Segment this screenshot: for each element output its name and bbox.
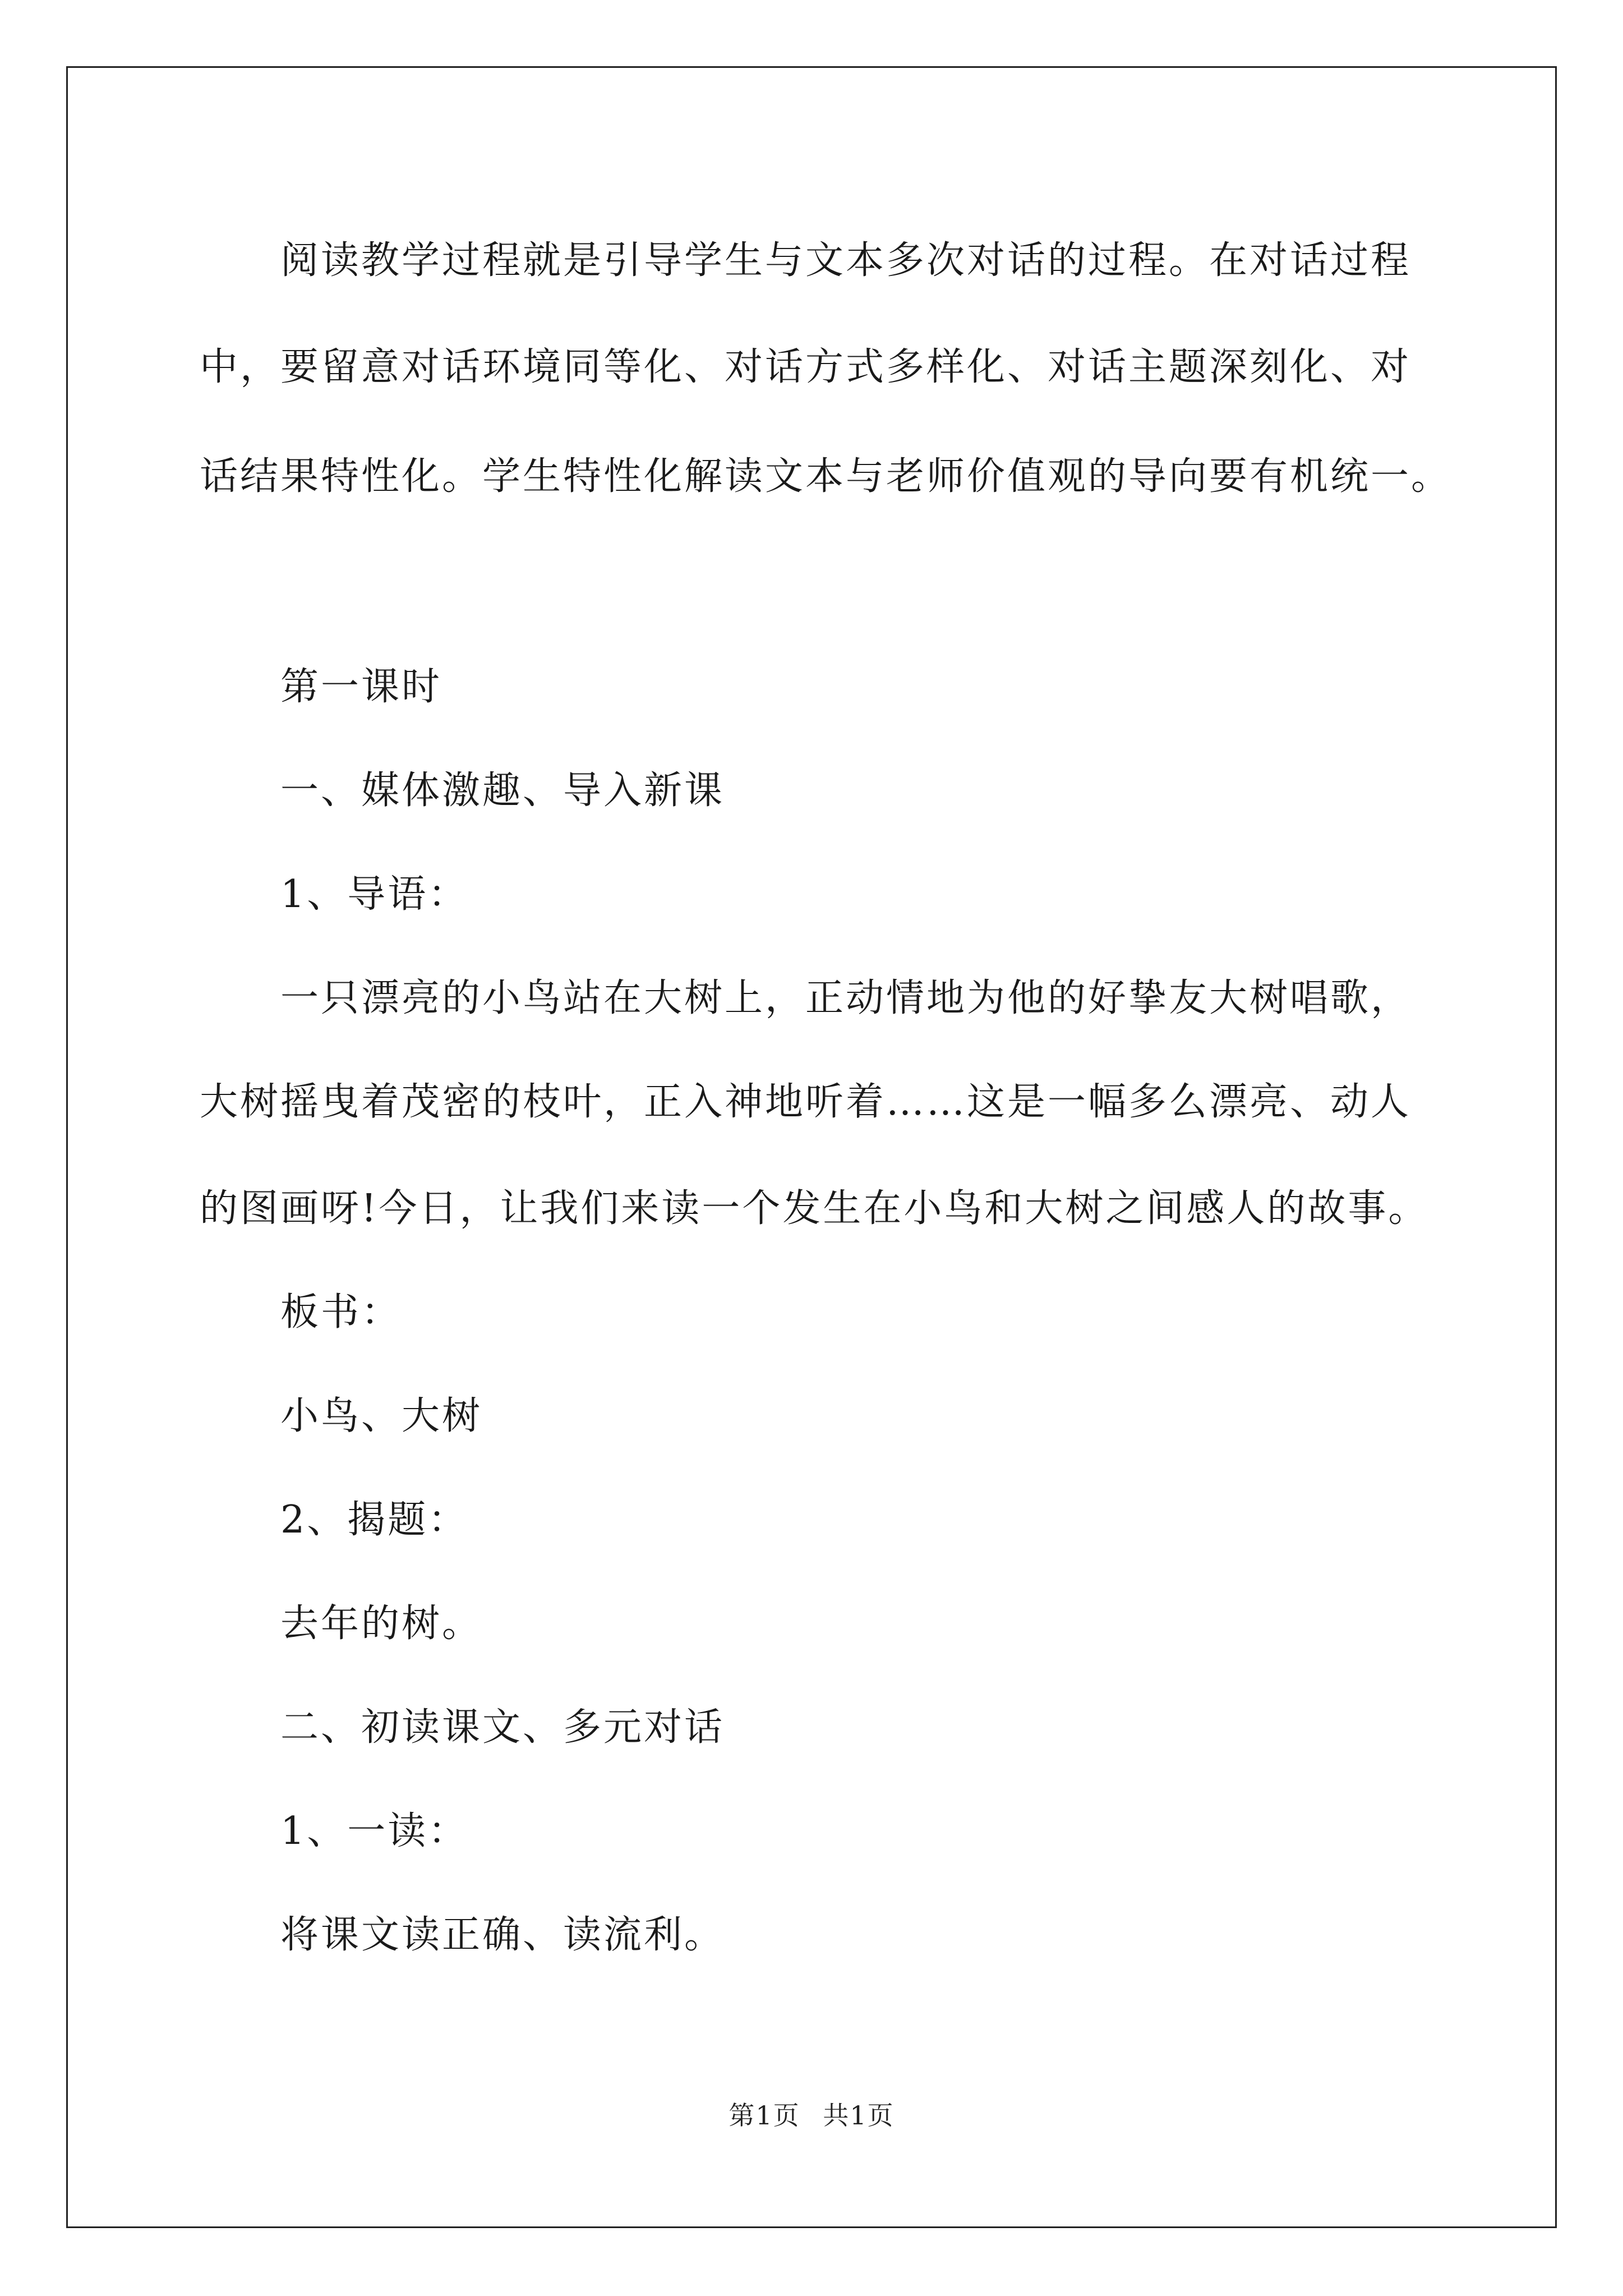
page-total: 共1页	[823, 2100, 895, 2131]
heading-lesson-one: 第一课时	[280, 665, 442, 709]
blackboard-label: 板书：	[280, 1290, 402, 1335]
guide-text-line-2: 大树摇曳着茂密的枝叶，正入神地听着……这是一幅多么漂亮、动人	[200, 1080, 1412, 1124]
guide-text-line-1: 一只漂亮的小鸟站在大树上，正动情地为他的好挚友大树唱歌，	[280, 976, 1412, 1020]
blackboard-text: 小鸟、大树	[280, 1394, 483, 1438]
intro-line-1: 阅读教学过程就是引导学生与文本多次对话的过程。在对话过程	[280, 238, 1412, 283]
item-guide-words: 1、导语：	[280, 872, 469, 917]
intro-line-3: 话结果特性化。学生特性化解读文本与老师价值观的导向要有机统一。	[200, 454, 1452, 499]
title-text: 去年的树。	[280, 1602, 483, 1646]
item-first-read: 1、一读：	[280, 1809, 469, 1853]
page-footer	[0, 2095, 1623, 2132]
section-heading-media: 一、媒体激趣、导入新课	[280, 769, 725, 813]
section-heading-first-reading: 二、初读课文、多元对话	[280, 1705, 725, 1750]
guide-text-line-3: 的图画呀!今日，让我们来读一个发生在小鸟和大树之间感人的故事。	[200, 1186, 1429, 1231]
intro-line-2: 中，要留意对话环境同等化、对话方式多样化、对话主题深刻化、对	[200, 345, 1412, 389]
first-read-text: 将课文读正确、读流利。	[280, 1913, 725, 1957]
page-number: 第1页	[728, 2100, 800, 2131]
item-reveal-title: 2、揭题：	[280, 1498, 469, 1542]
